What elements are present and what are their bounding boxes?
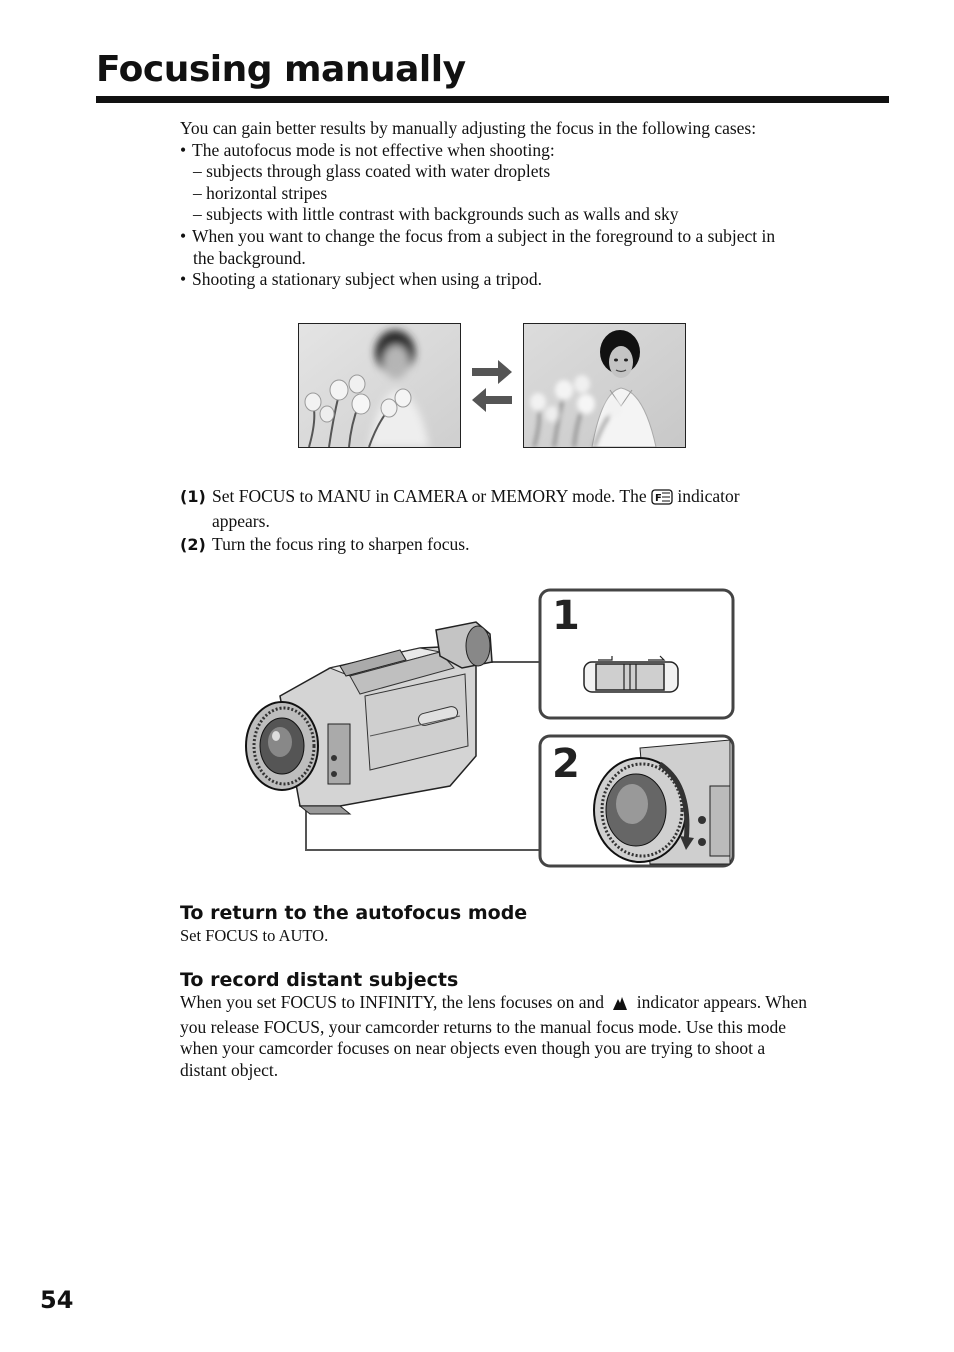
section-heading: To record distant subjects — [180, 969, 459, 991]
sub-item: – subjects through glass coated with water droplets — [193, 161, 551, 182]
step-1: (1) Set FOCUS to MANU in CAMERA or MEMORY mode. The F indicator appears. — [180, 486, 740, 531]
focus-switch-illustration — [584, 656, 678, 692]
bullet-item: • The autofocus mode is not effective when shooting: — [180, 139, 555, 160]
title-rule — [96, 96, 889, 103]
sub-item: – horizontal stripes — [193, 182, 328, 203]
page-title: Focusing manually — [96, 49, 466, 90]
section-text: Set FOCUS to AUTO. — [180, 926, 329, 945]
callout-number-1: 1 — [552, 593, 580, 639]
bullet-item: • Shooting a stationary subject when using a tripod. — [180, 269, 542, 290]
intro-lead: You can gain better results by manually adjusting the focus in the following cases: — [180, 118, 757, 138]
svg-text:F: F — [655, 493, 662, 504]
autofocus-section — [180, 901, 880, 947]
callout-number-2: 2 — [552, 741, 580, 787]
steps-list — [180, 486, 880, 556]
bullet-item-continued: the background. — [193, 247, 306, 268]
photo-blurred — [298, 323, 461, 448]
manual-focus-icon — [651, 489, 673, 511]
bullet-item: • When you want to change the focus from a subject in the foreground to a subject in — [180, 225, 776, 246]
photo-focused — [523, 323, 686, 448]
distant-section: To record distant subjects When you set FOCUS to INFINITY, the lens focuses on and indicator appears. When you release FOCUS, your camcorder returns to the manual focus mode. Use this mode when your camcorder focuses on near objects even though you are trying to shoot a distant object. — [180, 968, 900, 1081]
page-number: 54 — [40, 1286, 74, 1314]
section-heading: To return to the autofocus mode — [180, 902, 528, 924]
step-2: (2) Turn the focus ring to sharpen focus. — [180, 534, 470, 555]
intro-block — [180, 118, 880, 291]
camcorder-figure — [240, 586, 740, 877]
infinity-mountain-icon — [612, 995, 628, 1017]
sub-item: – subjects with little contrast with backgrounds such as walls and sky — [193, 204, 679, 225]
swap-arrows-icon — [472, 360, 512, 417]
